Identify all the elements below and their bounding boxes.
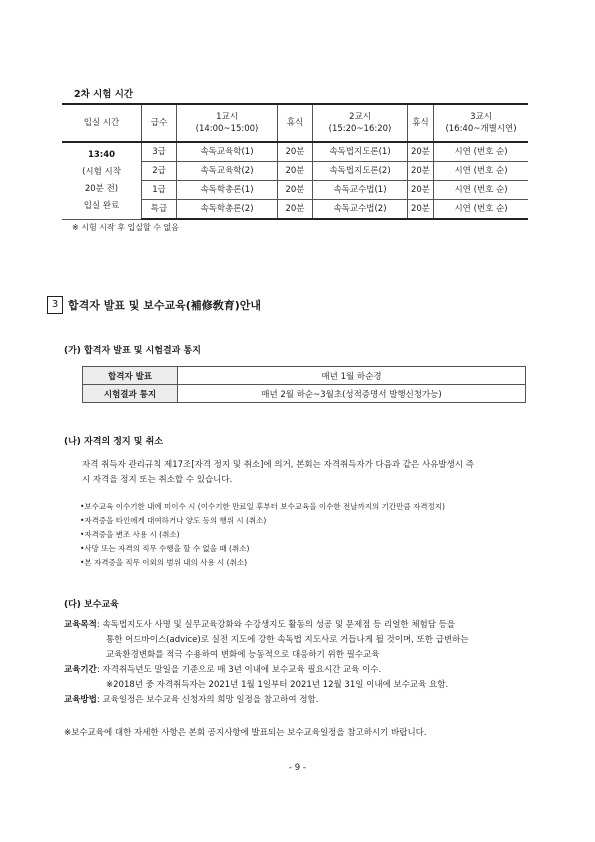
revocation-list: [80, 500, 445, 570]
period-2-cell: 속독교수법(2): [313, 200, 408, 220]
purpose-line: 교육목적: 속독법지도사 사명 및 실무교육강화와 수강생지도 활동의 성공 및 문제점 등 리얼한 체험담 등을: [64, 620, 456, 630]
table-row: [62, 142, 528, 162]
period-1-cell: 속독교육학(2): [177, 162, 278, 181]
method-line: 교육방법: 교육일정은 보수교육 신청자의 희망 일정을 참고하여 정함.: [64, 695, 319, 705]
paragraph-line: 시 자격을 정지 또는 취소할 수 있습니다.: [82, 475, 233, 485]
announcement-table: [82, 366, 526, 403]
header-break-1: 휴식: [278, 104, 313, 142]
subsection-na-title: (나) 자격의 정지 및 취소: [64, 437, 164, 447]
break-2-cell: 20분: [408, 181, 434, 200]
purpose-line: 교육환경변화를 적극 수용하여 변화에 능동적으로 대응하기 위한 필수교육: [106, 650, 380, 660]
list-item: •자격증을 변조 사용 시 (취소): [80, 530, 180, 539]
break-1-cell: 20분: [278, 162, 313, 181]
page-number: - 9 -: [289, 763, 306, 773]
result-notice-value: 매년 2월 하순~3월초(성적증명서 발행신청가능): [178, 385, 526, 403]
header-entry-time: 입실 시간: [62, 104, 142, 142]
header-grade: 급수: [142, 104, 177, 142]
result-notice-label: 시험결과 통지: [83, 385, 178, 403]
header-period-1: 1교시 (14:00~15:00): [177, 104, 278, 142]
list-item: •자격증을 타인에게 대여하거나 양도 등의 행위 시 (취소): [80, 516, 267, 525]
list-item: •본 자격증을 직무 이외의 범위 내의 사용 시 (취소): [80, 558, 248, 567]
period-note: ※2018년 중 자격취득자는 2021년 1월 1일부터 2021년 12월 31일 이내에 보수교육 요함.: [106, 680, 449, 690]
period-label: 교육기간: [64, 665, 97, 675]
grade-cell: 1급: [142, 181, 177, 200]
period-1-cell: 속독학총론(1): [177, 181, 278, 200]
announcement-label: 합격자 발표: [83, 367, 178, 385]
section-title: 합격자 발표 및 보수교육(補修敎育)안내: [68, 299, 262, 312]
list-item: •사망 또는 자격의 직무 수행을 할 수 없을 때 (취소): [80, 544, 250, 553]
table-row: [83, 367, 526, 385]
period-2-cell: 속독교수법(1): [313, 181, 408, 200]
period-3-cell: 시연 (번호 순): [434, 200, 529, 220]
period-3-cell: 시연 (번호 순): [434, 142, 529, 162]
period-2-cell: 속독법지도론(2): [313, 162, 408, 181]
qualification-paragraph: [82, 458, 544, 488]
header-break-2: 휴식: [408, 104, 434, 142]
subsection-ga-title: (가) 합격자 발표 및 시험결과 통지: [64, 346, 201, 356]
footer-note: ※보수교육에 대한 자세한 사항은 본회 공지사항에 발표되는 보수교육일정을 참고하시기 바랍니다.: [64, 728, 427, 738]
list-item: •보수교육 이수기한 내에 미이수 시 (이수기한 만료일 후부터 보수교육을 이수한 전날까지의 기간만큼 자격정지): [80, 502, 445, 511]
period-3-cell: 시연 (번호 순): [434, 162, 529, 181]
exam-note: ※ 시험 시작 후 입실할 수 없음: [72, 223, 179, 232]
break-1-cell: 20분: [278, 142, 313, 162]
section-number-box: 3: [47, 296, 63, 314]
period-2-cell: 속독법지도론(1): [313, 142, 408, 162]
paragraph-line: 자격 취득자 관리규칙 제17조[자격 정지 및 취소]에 의거, 본회는 자격취득자가 다음과 같은 사유발생시 즉: [82, 460, 474, 470]
grade-cell: 특급: [142, 200, 177, 220]
period-line: 교육기간: 자격취득년도 말일을 기준으로 매 3년 이내에 보수교육 필요시간 교육 이수.: [64, 665, 382, 675]
break-2-cell: 20분: [408, 162, 434, 181]
period-1-cell: 속독교육학(1): [177, 142, 278, 162]
table-row: [83, 385, 526, 403]
announcement-value: 매년 1월 하순경: [178, 367, 526, 385]
entry-time-cell: 13:40 (시험 시작 20분 전) 입실 완료: [62, 142, 142, 219]
break-2-cell: 20분: [408, 142, 434, 162]
header-period-3: 3교시 (16:40~개별시연): [434, 104, 529, 142]
exam-schedule-title: 2차 시험 시간: [74, 89, 134, 100]
grade-cell: 2급: [142, 162, 177, 181]
purpose-label: 교육목적: [64, 620, 97, 630]
period-1-cell: 속독학총론(2): [177, 200, 278, 220]
grade-cell: 3급: [142, 142, 177, 162]
exam-schedule-table: [62, 103, 528, 220]
method-label: 교육방법: [64, 695, 97, 705]
period-3-cell: 시연 (번호 순): [434, 181, 529, 200]
break-1-cell: 20분: [278, 200, 313, 220]
break-1-cell: 20분: [278, 181, 313, 200]
education-details: [64, 618, 469, 708]
header-period-2: 2교시 (15:20~16:20): [313, 104, 408, 142]
subsection-da-title: (다) 보수교육: [64, 600, 119, 610]
break-2-cell: 20분: [408, 200, 434, 220]
purpose-line: 통한 어드바이스(advice)로 실전 지도에 강한 속독법 지도사로 거듭나게 될 것이며, 또한 급변하는: [106, 635, 469, 645]
